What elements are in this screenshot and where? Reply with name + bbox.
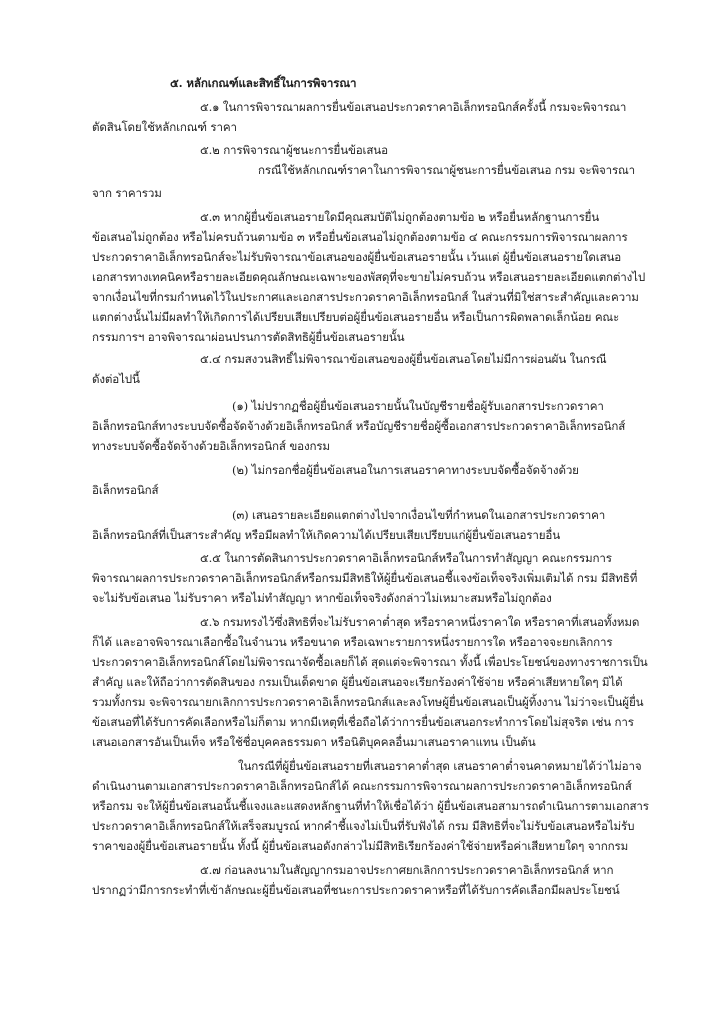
paragraph-line: (๒) ไม่กรอกชื่อผู้ยื่นข้อเสนอในการเสนอราคาทางระบบจัดซื้อจัดจ้างด้วย [232,463,579,477]
paragraph-line: ๕.๔ กรมสงวนสิทธิ์ไม่พิจารณาข้อเสนอของผู้ยื่นข้อเสนอโดยไม่มีการผ่อนผัน ในกรณี [200,352,607,366]
paragraph-line: เอกสารทางเทคนิคหรือรายละเอียดคุณลักษณะเฉพาะของพัสดุที่จะขายไม่ครบถ้วน หรือเสนอรายละเอียดแตกต่างไป [92,270,646,284]
paragraph-line: จะไม่รับข้อเสนอ ไม่รับราคา หรือไม่ทำสัญญา หากข้อเท็จจริงดังกล่าวไม่เหมาะสมหรือไม่ถูกต้อง [92,591,552,605]
paragraph-line: ๕.๑ ในการพิจารณาผลการยื่นข้อเสนอประกวดราคาอิเล็กทรอนิกส์ครั้งนี้ กรมจะพิจารณา [200,100,627,114]
section-heading: ๕. หลักเกณฑ์และสิทธิ์ในการพิจารณา [170,76,357,90]
paragraph-line: พิจารณาผลการประกวดราคาอิเล็กทรอนิกส์หรือกรมมีสิทธิให้ผู้ยื่นข้อเสนอชี้แจงข้อเท็จจริงเพิ่มเติมได้ กรม มีสิทธิที่ [92,571,638,585]
paragraph-line: กรณีใช้หลักเกณฑ์ราคาในการพิจารณาผู้ชนะการยื่นข้อเสนอ กรม จะพิจารณา [258,163,636,177]
paragraph-line: ประกวดราคาอิเล็กทรอนิกส์โดยไม่พิจารณาจัดซื้อเลยก็ได้ สุดแต่จะพิจารณา ทั้งนี้ เพื่อประโยชน์ของทางราชการเป็น [92,655,648,669]
paragraph-line: เสนอเอกสารอันเป็นเท็จ หรือใช้ชื่อบุคคลธรรมดา หรือนิติบุคคลอื่นมาเสนอราคาแทน เป็นต้น [92,735,536,749]
paragraph-line: จาก ราคารวม [92,186,162,200]
paragraph-line: ๕.๒ การพิจารณาผู้ชนะการยื่นข้อเสนอ [200,143,388,157]
paragraph-line: ปรากฏว่ามีการกระทำที่เข้าลักษณะผู้ยื่นข้อเสนอที่ชนะการประกวดราคาหรือที่ได้รับการคัดเลือกมีผลประโยชน์ [92,883,620,897]
paragraph-line: ๕.๖ กรมทรงไว้ซึ่งสิทธิที่จะไม่รับราคาต่ำสุด หรือราคาหนึ่งราคาใด หรือราคาที่เสนอทั้งหมด [200,615,640,629]
paragraph-line: ราคาของผู้ยื่นข้อเสนอรายนั้น ทั้งนี้ ผู้ยื่นข้อเสนอดังกล่าวไม่มีสิทธิเรียกร้องค่าใช้จ่ายหรือค่าเสียหายใดๆ จากกรม [92,839,629,853]
paragraph-line: กรรมการฯ อาจพิจารณาผ่อนปรนการตัดสิทธิผู้ยื่นข้อเสนอรายนั้น [92,330,405,344]
paragraph-line: (๓) เสนอรายละเอียดแตกต่างไปจากเงื่อนไขที่กำหนดในเอกสารประกวดราคา [232,508,606,522]
paragraph-line: ๕.๗ ก่อนลงนามในสัญญากรมอาจประกาศยกเลิกการประกวดราคาอิเล็กทรอนิกส์ หาก [200,863,614,877]
paragraph-line: หรือกรม จะให้ผู้ยื่นข้อเสนอนั้นชี้แจงและแสดงหลักฐานที่ทำให้เชื่อได้ว่า ผู้ยื่นข้อเสนอสามารถดำเนินการตามเอกสาร [92,799,649,813]
paragraph-line: ๕.๕ ในการตัดสินการประกวดราคาอิเล็กทรอนิกส์หรือในการทำสัญญา คณะกรรมการ [200,551,612,565]
paragraph-line: จากเงื่อนไขที่กรมกำหนดไว้ในประกาศและเอกสารประกวดราคาอิเล็กทรอนิกส์ ในส่วนที่มิใช่สาระสำคัญและความ [92,290,639,304]
paragraph-line: ประกวดราคาอิเล็กทรอนิกส์ให้เสร็จสมบูรณ์ หากคำชี้แจงไม่เป็นที่รับฟังได้ กรม มีสิทธิที่จะไม่รับข้อเสนอหรือไม่รับ [92,819,635,833]
paragraph-line: ข้อเสนอไม่ถูกต้อง หรือไม่ครบถ้วนตามข้อ ๓ หรือยื่นข้อเสนอไม่ถูกต้องตามข้อ ๔ คณะกรรมการพิจารณาผลการ [92,230,628,244]
paragraph-line: ดำเนินงานตามเอกสารประกวดราคาอิเล็กทรอนิกส์ได้ คณะกรรมการพิจารณาผลการประกวดราคาอิเล็กทรอนิกส์ [92,779,632,793]
paragraph-line: ดังต่อไปนี้ [92,372,140,386]
paragraph-line: ตัดสินโดยใช้หลักเกณฑ์ ราคา [92,120,237,134]
paragraph-line: รวมทั้งกรม จะพิจารณายกเลิกการประกวดราคาอิเล็กทรอนิกส์และลงโทษผู้ยื่นข้อเสนอเป็นผู้ทิ้งงาน ไม่ว่าจะเป็นผู้ยื่น [92,695,644,709]
paragraph-line: อิเล็กทรอนิกส์ทางระบบจัดซื้อจัดจ้างด้วยอิเล็กทรอนิกส์ หรือบัญชีรายชื่อผู้ซื้อเอกสารประกวดราคาอิเล็กทรอนิกส์ [92,419,626,433]
paragraph-line: ทางระบบจัดซื้อจัดจ้างด้วยอิเล็กทรอนิกส์ ของกรม [92,439,330,453]
paragraph-line: ในกรณีที่ผู้ยื่นข้อเสนอรายที่เสนอราคาต่ำสุด เสนอราคาต่ำจนคาดหมายได้ว่าไม่อาจ [238,759,642,773]
paragraph-line: ๕.๓ หากผู้ยื่นข้อเสนอรายใดมีคุณสมบัติไม่ถูกต้องตามข้อ ๒ หรือยื่นหลักฐานการยื่น [200,210,600,224]
paragraph-line: อิเล็กทรอนิกส์ที่เป็นสาระสำคัญ หรือมีผลทำให้เกิดความได้เปรียบเสียเปรียบแก่ผู้ยื่นข้อเสนอรายอื่น [92,528,560,542]
paragraph-line: ก็ได้ และอาจพิจารณาเลือกซื้อในจำนวน หรือขนาด หรือเฉพาะรายการหนึ่งรายการใด หรืออาจจะยกเลิกการ [92,635,613,649]
paragraph-line: สำคัญ และให้ถือว่าการตัดสินของ กรมเป็นเด็ดขาด ผู้ยื่นข้อเสนอจะเรียกร้องค่าใช้จ่าย หรือค่าเสียหายใดๆ มิได้ [92,675,623,689]
paragraph-line: แตกต่างนั้นไม่มีผลทำให้เกิดการได้เปรียบเสียเปรียบต่อผู้ยื่นข้อเสนอรายอื่น หรือเป็นการผิดพลาดเล็กน้อย คณะ [92,310,620,324]
paragraph-line: (๑) ไม่ปรากฏชื่อผู้ยื่นข้อเสนอรายนั้นในบัญชีรายชื่อผู้รับเอกสารประกวดราคา [232,399,604,413]
paragraph-line: ประกวดราคาอิเล็กทรอนิกส์จะไม่รับพิจารณาข้อเสนอของผู้ยื่นข้อเสนอรายนั้น เว้นแต่ ผู้ยื่นข้อเสนอรายใดเสนอ [92,250,622,264]
paragraph-line: ข้อเสนอที่ได้รับการคัดเลือกหรือไม่ก็ตาม หากมีเหตุที่เชื่อถือได้ว่าการยื่นข้อเสนอกระทำการโดยไม่สุจริต เช่น การ [92,715,634,729]
paragraph-line: อิเล็กทรอนิกส์ [92,483,159,497]
